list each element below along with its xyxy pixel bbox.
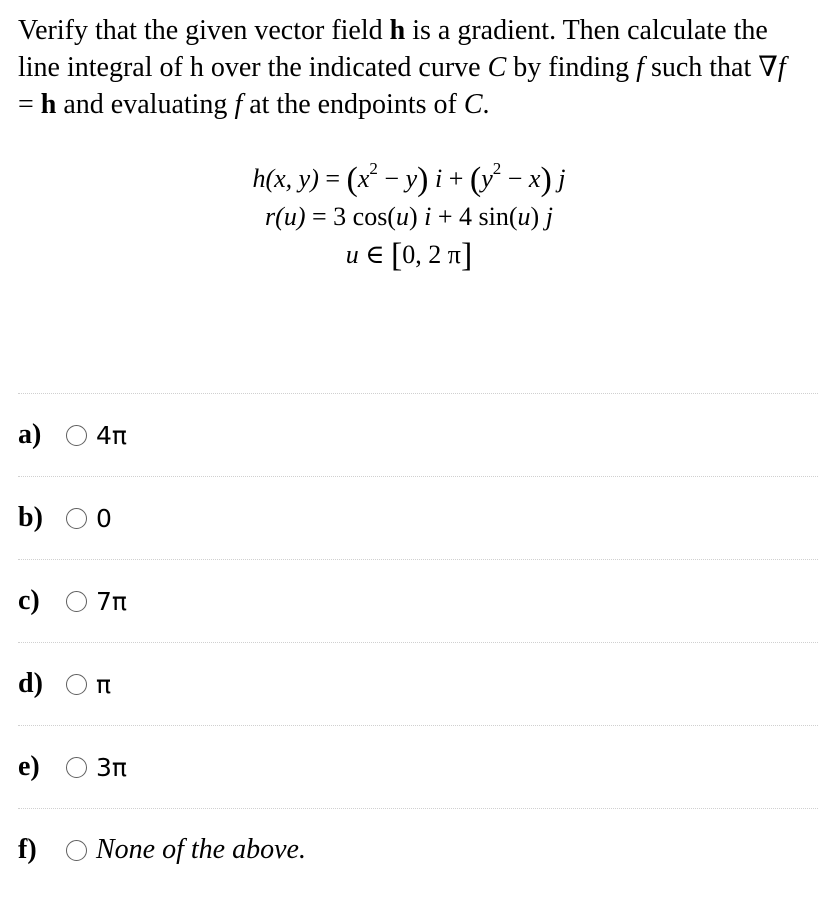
- option-text: 4π: [96, 420, 127, 450]
- option-c[interactable]: [18, 559, 818, 642]
- option-letter: f): [18, 834, 37, 865]
- question-segment: by finding: [506, 52, 637, 83]
- formula-variable: u: [395, 202, 409, 231]
- formula-token: ): [530, 202, 546, 231]
- vector-field-symbol: h: [40, 89, 57, 120]
- formula-variable: y: [481, 164, 493, 193]
- formula-paren: ): [417, 161, 429, 198]
- question-segment: =: [18, 89, 41, 120]
- formula-bracket: ]: [460, 237, 473, 274]
- option-letter: d): [18, 668, 43, 699]
- formula-variable: u: [517, 202, 531, 231]
- formula-token: +: [448, 164, 470, 193]
- question-segment: and evaluating: [56, 89, 235, 120]
- option-letter: a): [18, 419, 42, 450]
- function-symbol: f: [636, 52, 644, 83]
- option-b[interactable]: [18, 476, 818, 559]
- formula-token: ∈: [358, 240, 391, 269]
- option-text: 7π: [96, 586, 127, 616]
- option-e[interactable]: [18, 725, 818, 808]
- question-segment: is a gradient. Then calculate the line integral of h over the indicated curve: [18, 15, 768, 83]
- function-symbol: f: [234, 89, 243, 120]
- option-letter: b): [18, 502, 43, 533]
- formula-paren: ): [540, 161, 552, 198]
- option-text: 3π: [96, 752, 127, 782]
- parameter-range: [0, 236, 818, 274]
- formula-token: −: [377, 164, 406, 193]
- formula-bracket: [: [390, 237, 403, 274]
- radio-button[interactable]: [66, 674, 87, 695]
- formula-unit-vector: j: [551, 164, 566, 193]
- option-f[interactable]: [18, 808, 818, 891]
- formula-variable: u: [345, 240, 359, 269]
- formula-variable: x: [357, 164, 370, 193]
- formula-token: =: [318, 164, 347, 193]
- radio-button[interactable]: [66, 591, 87, 612]
- curve-symbol: C: [463, 89, 483, 120]
- formula-unit-vector: j: [545, 202, 553, 231]
- option-a[interactable]: [18, 393, 818, 476]
- radio-button[interactable]: [66, 508, 87, 529]
- option-d[interactable]: [18, 642, 818, 725]
- formula-exponent: 2: [369, 159, 378, 178]
- option-text: π: [96, 669, 112, 699]
- formula-token: 0, 2 π: [402, 240, 461, 269]
- vector-field-symbol: h: [389, 15, 406, 46]
- formula-token: ): [408, 202, 425, 231]
- formula-token: −: [501, 164, 529, 193]
- curve-formula: [0, 198, 818, 236]
- formula-block: [0, 160, 818, 274]
- function-symbol: f: [777, 52, 786, 83]
- option-letter: c): [18, 585, 40, 616]
- option-text: 0: [96, 503, 112, 533]
- formula-exponent: 2: [492, 159, 502, 178]
- question-segment: .: [482, 89, 490, 120]
- vector-field-formula: [0, 160, 818, 198]
- formula-token: = 3 cos(: [305, 202, 396, 231]
- formula-variable: x: [528, 164, 541, 193]
- curve-symbol: C: [487, 52, 507, 83]
- radio-button[interactable]: [66, 425, 87, 446]
- formula-unit-vector: i: [428, 164, 449, 193]
- answer-options: [18, 393, 818, 891]
- option-letter: e): [18, 751, 40, 782]
- radio-button[interactable]: [66, 840, 87, 861]
- question-segment: such that ∇: [643, 52, 778, 83]
- formula-paren: (: [469, 161, 482, 198]
- formula-lhs: h(x, y): [252, 164, 319, 193]
- option-text: None of the above.: [96, 834, 306, 865]
- question-text: [18, 12, 808, 123]
- formula-variable: y: [405, 164, 418, 193]
- formula-lhs: r(u): [265, 202, 306, 231]
- formula-paren: (: [346, 161, 358, 198]
- question-segment: Verify that the given vector field: [18, 15, 390, 46]
- question-segment: at the endpoints of: [242, 89, 464, 120]
- radio-button[interactable]: [66, 757, 87, 778]
- formula-token: + 4 sin(: [431, 202, 518, 231]
- formula-unit-vector: i: [424, 202, 432, 231]
